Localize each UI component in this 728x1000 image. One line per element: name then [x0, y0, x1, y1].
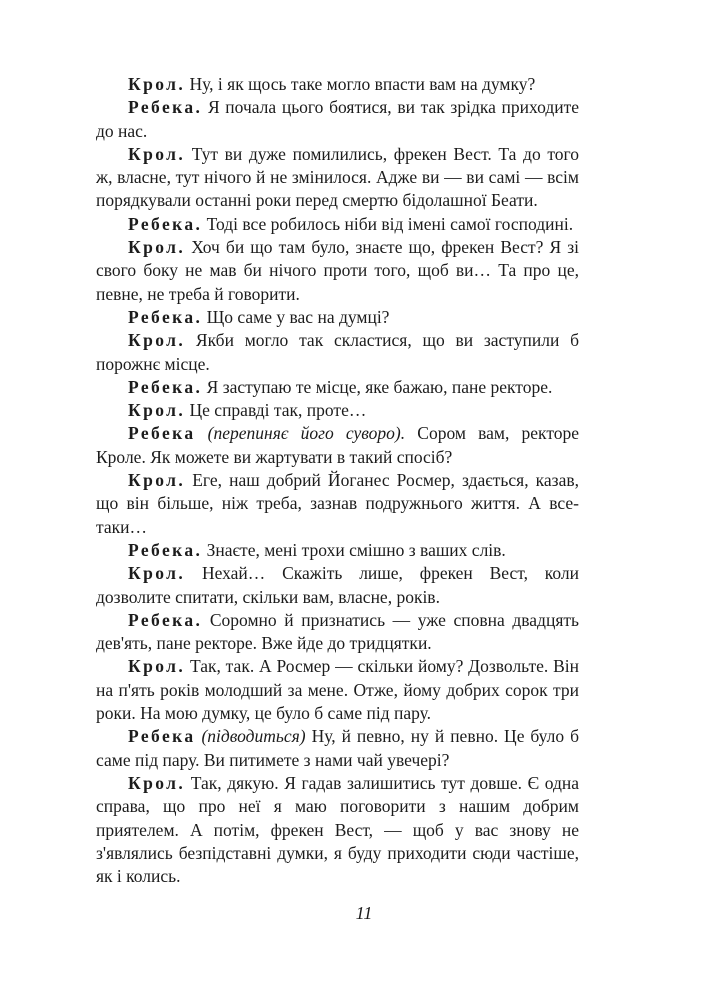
line-text: Ну, і як щось таке могло впасти вам на думку? [189, 74, 536, 94]
stage-direction: (перепиняє його суворо). [207, 423, 406, 444]
dialogue-line [96, 399, 579, 422]
dialogue-line [96, 469, 579, 539]
speaker-name: Крол. [128, 143, 186, 164]
speaker-name: Крол. [128, 470, 186, 491]
dialogue-line [96, 213, 579, 236]
line-text: Так, дякую. Я гадав залишитись тут довше. Є одна справа, що про неї я маю поговорити з нашим добрим приятелем. А потім, фрекен Вест, — щоб у вас знову не з'являлись безпідставні думки, я буду приходити сюди частіше, як і колись. [96, 772, 580, 887]
line-text: Це справді так, проте… [189, 400, 367, 421]
dialogue-page [96, 73, 579, 888]
line-text: Хоч би що там було, знаєте що, фрекен Вест? Я зі свого боку не мав би нічого проти того, щоб ви… Та про це, певне, не треба й говорити. [96, 237, 579, 304]
speaker-name: Крол. [128, 74, 186, 94]
dialogue-line [96, 772, 579, 888]
speaker-name: Ребека. [128, 213, 203, 234]
dialogue-line [96, 725, 579, 772]
page-number: 11 [355, 903, 373, 923]
line-text: Що саме у вас на думці? [206, 306, 390, 327]
dialogue-line [96, 422, 579, 469]
speaker-name: Крол. [128, 772, 186, 793]
line-text: Сором вам, ректоре Кроле. Як можете ви жартувати в такий спосіб? [96, 423, 580, 467]
speaker-name: Ребека. [128, 306, 203, 327]
dialogue-line [96, 562, 579, 609]
dialogue-line [96, 329, 579, 376]
line-text: Соромно й признатись — уже сповна двадцять дев'ять, пане ректоре. Вже йде до тридцятки. [96, 609, 580, 654]
dialogue-line [96, 306, 579, 329]
speaker-name: Крол. [128, 400, 186, 421]
dialogue-line [96, 236, 579, 306]
speaker-name: Ребека. [128, 97, 203, 118]
dialogue-line [96, 609, 579, 656]
line-text: Тут ви дуже помилились, фрекен Вест. Та до того ж, власне, тут нічого й не змінилося. Адже ви — ви самі — всім порядкували останні роки перед смертю бідолашної Беати. [96, 143, 579, 211]
line-text: Нехай… Скажіть лише, фрекен Вест, коли дозволите спитати, скільки вам, власне, років. [96, 563, 580, 607]
line-text: Еге, наш добрий Йоганес Росмер, здається, казав, що він більше, ніж треба, зазнав подружнього життя. А все-таки… [96, 470, 580, 537]
dialogue-line [96, 655, 579, 725]
stage-direction: (підводиться) [201, 726, 306, 747]
dialogue-line [96, 73, 579, 96]
speaker-name: Ребека. [128, 539, 203, 560]
line-text: Так, так. А Росмер — скільки йому? Дозвольте. Він на п'ять років молодший за мене. Отже, йому добрих сорок три роки. На мою думку, це було б саме під пару. [96, 656, 579, 724]
line-text: Ну, й певно, ну й певно. Це було б саме під пару. Ви питимете з нами чай увечері? [96, 726, 580, 770]
speaker-name: Ребека. [128, 376, 203, 397]
line-text: Знаєте, мені трохи смішно з ваших слів. [206, 539, 506, 560]
dialogue-line [96, 376, 579, 399]
line-text: Тоді все робилось ніби від імені самої господині. [206, 213, 574, 234]
speaker-name: Ребека [128, 423, 196, 444]
line-text: Я заступаю те місце, яке бажаю, пане ректоре. [206, 376, 553, 397]
speaker-name: Ребека [128, 726, 196, 747]
speaker-name: Крол. [128, 330, 186, 351]
speaker-name: Ребека. [128, 609, 203, 630]
line-text: Якби могло так скластися, що ви заступили б порожнє місце. [96, 330, 579, 374]
speaker-name: Крол. [128, 656, 186, 677]
speaker-name: Крол. [128, 237, 186, 258]
dialogue-line [96, 143, 579, 213]
line-text: Я почала цього боятися, ви так зрідка приходите до нас. [96, 97, 580, 141]
speaker-name: Крол. [128, 563, 186, 584]
dialogue-line [96, 96, 579, 143]
dialogue-line [96, 539, 579, 562]
